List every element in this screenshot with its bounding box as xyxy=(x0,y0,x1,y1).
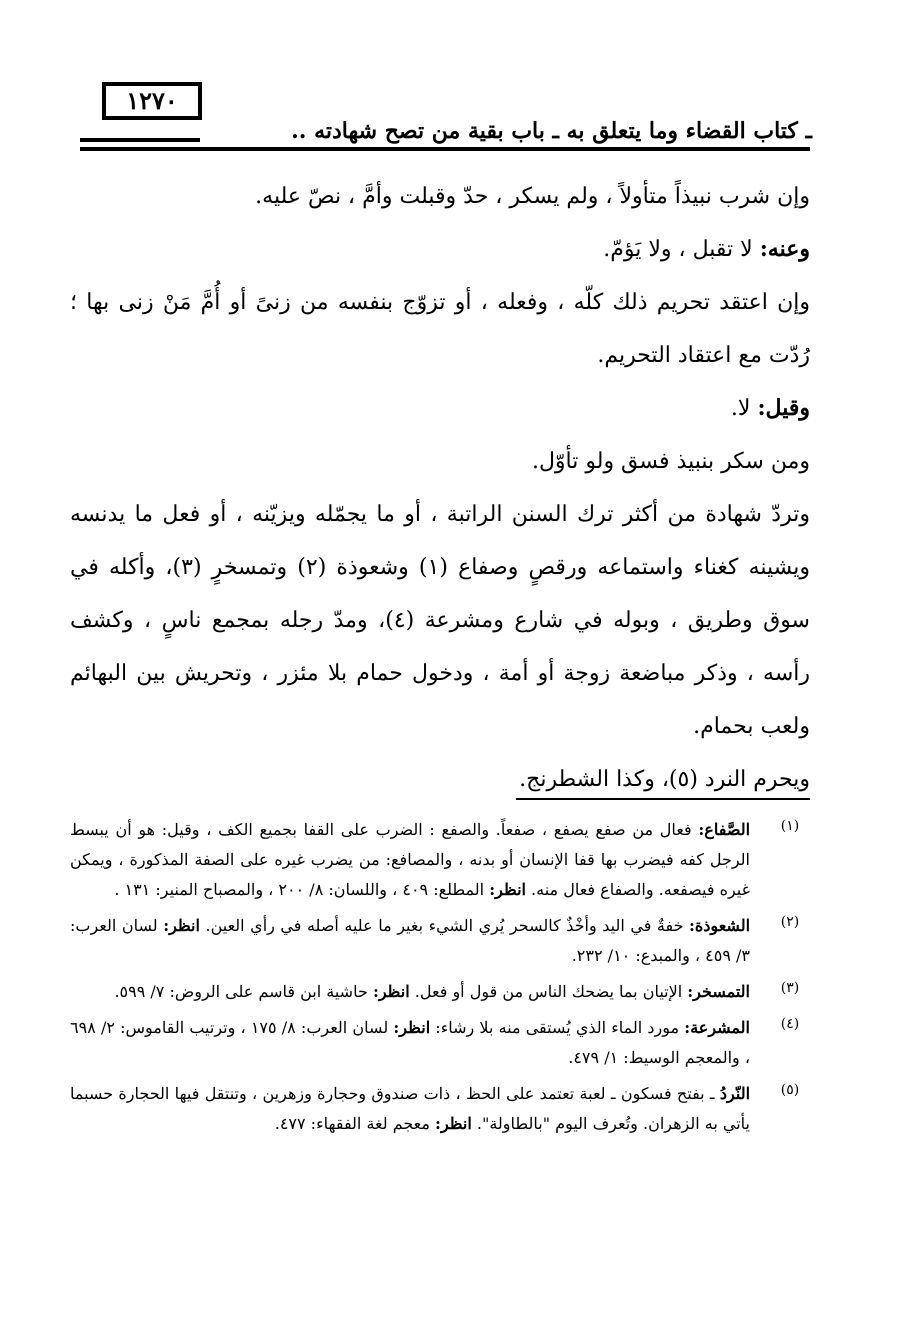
footnote-ref: معجم لغة الفقهاء: ٤٧٧. xyxy=(274,1114,436,1133)
footnote-4 xyxy=(70,1013,810,1073)
footnotes xyxy=(70,815,810,1145)
paragraph-7: ويحرم النرد (٥)، وكذا الشطرنج. xyxy=(519,767,810,792)
paragraph-2 xyxy=(70,223,810,276)
footnote-separator xyxy=(516,798,810,800)
footnote-term: التمسخر: xyxy=(687,982,750,1001)
header-left-rule xyxy=(80,138,200,142)
footnote-ref: المطلع: ٤٠٩ ، واللسان: ٨/ ٢٠٠ ، والمصباح المنير: ١٣١ . xyxy=(114,880,490,899)
footnote-ref: لسان العرب: ٨/ ١٧٥ ، وترتيب القاموس: ٢/ ٦٩٨ ، والمعجم الوسيط: ١/ ٤٧٩. xyxy=(70,1018,750,1067)
footnote-2 xyxy=(70,911,810,971)
page-number-box xyxy=(102,82,202,120)
footnote-number: (٥) xyxy=(780,1082,800,1098)
footnote-text: ـ بفتح فسكون ـ لعبة تعتمد على الحظ ، ذات صندوق وحجارة وزهرين ، وتنتقل فيها الحجارة حسبما يأتي به الزهران. وتُعرف اليوم "بالطاولة". xyxy=(70,1084,750,1133)
paragraph-6: وتردّ شهادة من أكثر ترك السنن الراتبة ، أو ما يجمّله ويزيّنه ، أو فعل ما يدنسه ويشينه كغناء واستماعه ورقصٍ وصفاع (١) وشعوذة (٢) وتمسخرٍ (٣)، وأكله في سوق وطريق ، وبوله في شارع ومشرعة (٤)، ومدّ رجله بمجمع ناسٍ ، وكشف رأسه ، وذكر مباضعة زوجة أو أمة ، ودخول حمام بلا مئزر ، وتحريش بين البهائم ولعب بحمام. xyxy=(70,502,811,739)
footnote-see: انظر: xyxy=(163,916,200,935)
header-rule xyxy=(80,147,810,151)
footnote-see: انظر: xyxy=(489,880,526,899)
footnote-see: انظر: xyxy=(393,1018,431,1037)
footnote-text: مورد الماء الذي يُستقى منه بلا رشاء: xyxy=(430,1018,685,1037)
paragraph-3: وإن اعتقد تحريم ذلك كلّه ، وفعله ، أو تزوّج بنفسه من زنىً أو أُمَّ مَنْ زنى بها ؛ رُدّت مع اعتقاد التحريم. xyxy=(70,290,810,368)
paragraph-5: ومن سكر بنبيذ فسق ولو تأوّل. xyxy=(531,449,810,474)
main-text xyxy=(70,170,810,806)
footnote-number: (٤) xyxy=(780,1016,800,1032)
footnote-text: فعال من صفع يصفع ، صفعاً. والصفع : الضرب على القفا بجميع الكف ، وقيل: هو أن يبسط الرجل كفه فيضرب بها قفا الإنسان أو بدنه ، والمصافع: من يضرب غيره على الصفة المذكورة ، ويمكن غيره فيصفعه. والصفاع فعال منه. xyxy=(70,820,750,899)
paragraph-4-text: لا. xyxy=(730,396,758,421)
footnote-text: خفةٌ في اليد وأخْذٌ كالسحر يُري الشيء بغير ما عليه أصله في رأي العين. xyxy=(199,916,690,935)
page-number: ١٢٧٠ xyxy=(126,86,178,115)
footnote-term: الشعوذة: xyxy=(689,916,751,935)
footnote-3 xyxy=(70,977,810,1007)
footnote-ref: حاشية ابن قاسم على الروض: ٧/ ٥٩٩. xyxy=(114,982,373,1001)
footnote-1 xyxy=(70,815,810,905)
paragraph-4 xyxy=(70,382,810,435)
paragraph-1: وإن شرب نبيذاً متأولاً ، ولم يسكر ، حدّ وقبلت وأمَّ ، نصّ عليه. xyxy=(255,184,810,209)
footnote-number: (٢) xyxy=(780,914,800,930)
footnote-term: المشرعة: xyxy=(684,1018,750,1037)
footnote-text: الإتيان بما يضحك الناس من قول أو فعل. xyxy=(409,982,688,1001)
footnote-number: (١) xyxy=(780,818,800,834)
footnote-see: انظر: xyxy=(435,1114,472,1133)
footnote-see: انظر: xyxy=(372,982,410,1001)
footnote-term: النّردُ xyxy=(719,1084,751,1103)
footnote-ref: لسان العرب: ٣/ ٤٥٩ ، والمبدع: ١٠/ ٢٣٢. xyxy=(70,916,750,965)
paragraph-2-label: وعنه: xyxy=(759,236,810,262)
footnote-number: (٣) xyxy=(780,980,800,996)
running-header: ـ كتاب القضاء وما يتعلق به ـ باب بقية من تصح شهادته .. xyxy=(291,118,812,144)
paragraph-2-text: لا تقبل ، ولا يَؤمّ. xyxy=(603,237,760,262)
paragraph-4-label: وقيل: xyxy=(757,395,810,421)
footnote-term: الصَّفاع: xyxy=(698,820,751,839)
footnote-5 xyxy=(70,1079,810,1139)
